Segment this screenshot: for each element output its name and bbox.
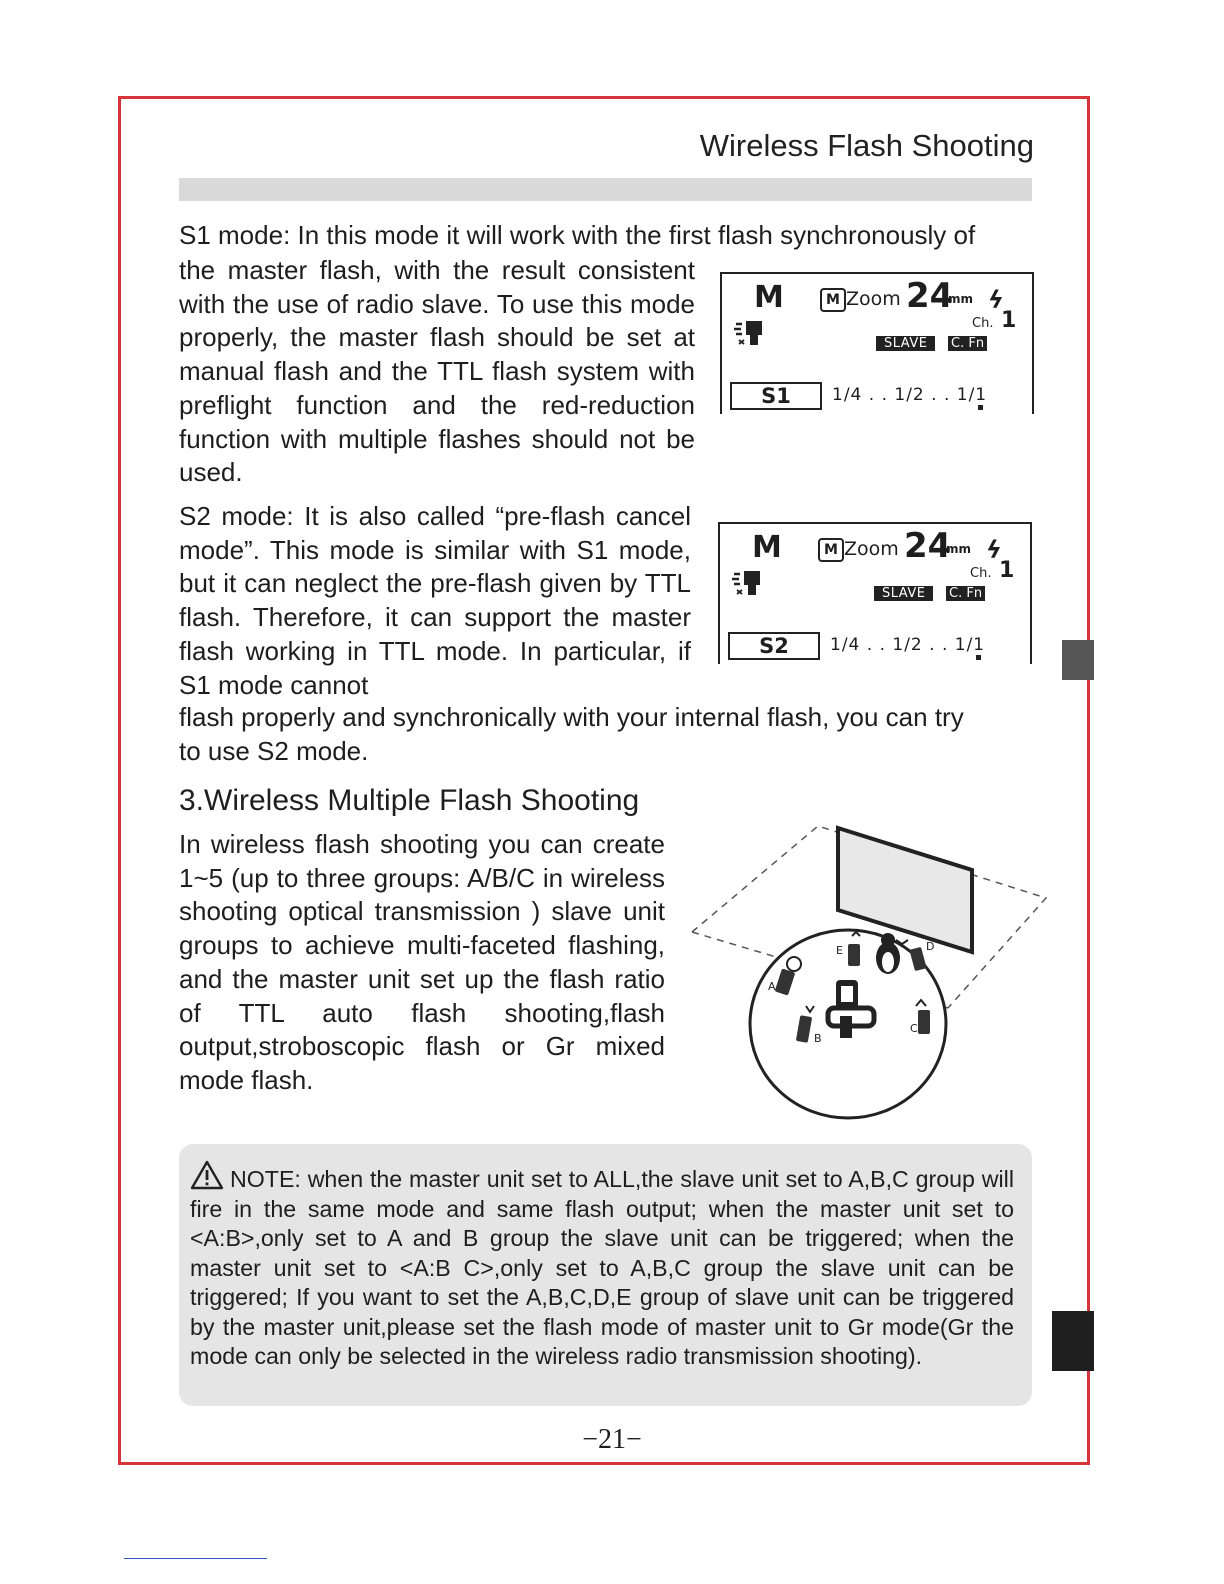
lcd-display-s1 [720, 272, 1034, 414]
lcd-mode-indicator: M [754, 280, 784, 315]
lcd-zoom-label: Zoom [844, 538, 899, 560]
lcd-cfn-badge: C. Fn [948, 336, 987, 351]
warning-icon [190, 1160, 224, 1190]
slave-flash-icon [732, 568, 764, 598]
group-label-c: C [910, 1022, 918, 1035]
lcd-flash-ready-icon: ϟ [988, 286, 1004, 314]
lcd-slave-badge: SLAVE [874, 586, 933, 601]
lcd-channel-value: 1 [999, 558, 1015, 583]
lcd-display-s2 [718, 522, 1032, 664]
lcd-zoom-unit: mm [946, 542, 972, 556]
bottom-rule [124, 1558, 267, 1559]
lcd-ratio-marker [976, 655, 981, 660]
slave-flash-icon [734, 318, 766, 348]
s2-paragraph: S2 mode: It is also called “pre-flash cancel mode”. This mode is similar with S1 mode, but it can neglect the pre-flash given by TTL flash. Therefore, it can support the master flash working in TTL mode. In particular, if S1 mode cannot [179, 501, 691, 700]
group-label-b: B [814, 1032, 822, 1045]
lcd-zoom-mode-badge: M [818, 538, 844, 562]
section3-paragraph: In wireless flash shooting you can create 1~5 (up to three groups: A/B/C in wireless shooting optical transmission ) slave unit groups to achieve multi-faceted flashing, and the master unit set up the flash ratio of TTL auto flash shooting,flash output,stroboscopic flash or Gr mixed mode flash. [179, 829, 665, 1095]
lcd-sync-mode: S1 [730, 382, 822, 410]
lcd-sync-mode: S2 [728, 632, 820, 660]
lcd-ratio-scale: 1/4 . . 1/2 . . 1/1 [830, 635, 986, 655]
group-label-a: A [768, 980, 776, 993]
section-heading: 3.Wireless Multiple Flash Shooting [179, 784, 640, 817]
header-divider-bar [179, 178, 1032, 201]
s1-paragraph: the master flash, with the result consistent with the use of radio slave. To use this mode properly, the master flash should be set at manual flash and the TTL flash system with preflight function and the red-reduction function with multiple flashes should not be used. [179, 255, 695, 488]
note-text: NOTE: when the master unit set to ALL,the slave unit set to A,B,C group will fire in the same mode and same flash output; when the master unit set to <A:B>,only set to A and B group the slave unit can be triggered; when the master unit set to <A:B C>,only set to A,B,C group the slave unit can be triggered; If you want to set the A,B,C,D,E group of slave unit can be triggered by the master unit,please set the flash mode of master unit to Gr mode(Gr the mode can only be selected in the wireless radio transmission shooting). [190, 1166, 1014, 1369]
s2-tail-line-2: to use S2 mode. [179, 736, 369, 766]
group-label-d: D [926, 940, 935, 953]
lcd-slave-badge: SLAVE [876, 336, 935, 351]
s2-tail-line-1: flash properly and synchronically with your internal flash, you can try [179, 702, 964, 732]
lcd-zoom-value: 24 [904, 526, 952, 566]
s1-first-line: S1 mode: In this mode it will work with the first flash synchronously of [179, 220, 976, 250]
chapter-tab-marker [1062, 640, 1094, 680]
multi-flash-setup-diagram [686, 820, 1050, 1120]
lcd-channel-label: Ch. [970, 566, 992, 581]
page-number: −21− [582, 1424, 642, 1455]
lcd-zoom-unit: mm [948, 292, 974, 306]
lcd-mode-indicator: M [752, 530, 782, 565]
chapter-tab-block [1052, 1311, 1094, 1371]
lcd-flash-ready-icon: ϟ [986, 536, 1002, 564]
group-label-e: E [836, 944, 843, 957]
lcd-zoom-mode-badge: M [820, 288, 846, 312]
note-paragraph [190, 1160, 1014, 1372]
page-title: Wireless Flash Shooting [699, 128, 1034, 163]
lcd-channel-label: Ch. [972, 316, 994, 331]
lcd-cfn-badge: C. Fn [946, 586, 985, 601]
lcd-channel-value: 1 [1001, 308, 1017, 333]
lcd-zoom-label: Zoom [846, 288, 901, 310]
lcd-ratio-scale: 1/4 . . 1/2 . . 1/1 [832, 385, 988, 405]
lcd-ratio-marker [978, 405, 983, 410]
lcd-zoom-value: 24 [906, 276, 954, 316]
